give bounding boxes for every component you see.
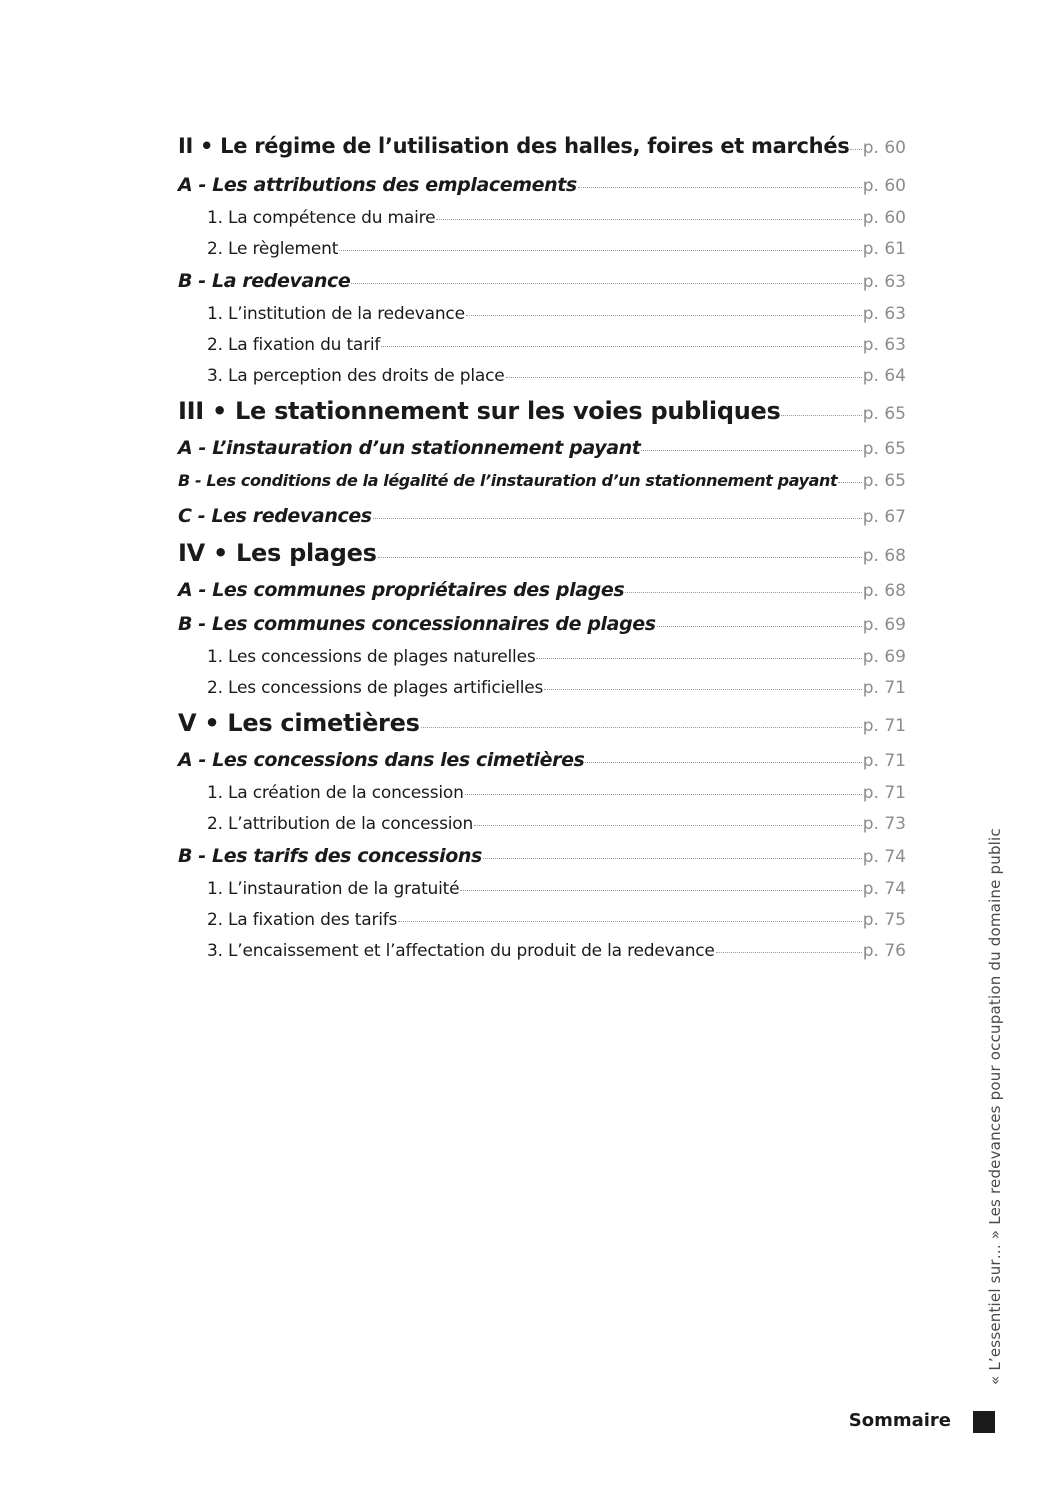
toc-entry-title: 3. L’encaissement et l’affectation du produit de la redevance xyxy=(207,941,715,961)
dot-leader xyxy=(339,250,862,251)
toc-entry-page: p. 69 xyxy=(862,647,906,667)
toc-entry-page: p. 64 xyxy=(862,366,906,386)
toc-entry-level-3 xyxy=(178,304,906,335)
toc-entry-level-1 xyxy=(178,709,906,749)
dot-leader xyxy=(625,592,862,593)
dot-leader xyxy=(506,377,862,378)
toc-entry-page: p. 63 xyxy=(862,304,906,324)
toc-entry-title: 2. La fixation des tarifs xyxy=(207,910,398,930)
dot-leader xyxy=(838,482,861,483)
toc-entry-page: p. 60 xyxy=(862,176,906,196)
toc-entry-title: 1. L’instauration de la gratuité xyxy=(207,879,460,899)
toc-entry-title: 3. La perception des droits de place xyxy=(207,366,505,386)
toc-entry-level-3 xyxy=(178,879,906,910)
toc-entry-level-3 xyxy=(178,239,906,270)
toc-entry-page: p. 63 xyxy=(862,272,906,292)
toc-entry-title: 2. Le règlement xyxy=(207,239,339,259)
dot-leader xyxy=(483,858,862,859)
toc-entry-level-3 xyxy=(178,941,906,972)
toc-entry-level-2 xyxy=(178,613,906,647)
toc-entry-page: p. 75 xyxy=(862,910,906,930)
toc-entry-title: II • Le régime de l’utilisation des halles, foires et marchés xyxy=(178,134,850,158)
dot-leader xyxy=(436,219,861,220)
toc-entry-title: 1. Les concessions de plages naturelles xyxy=(207,647,536,667)
toc-entry-page: p. 61 xyxy=(862,239,906,259)
dot-leader xyxy=(378,557,862,558)
toc-entry-page: p. 65 xyxy=(862,404,906,424)
toc-entry-level-3 xyxy=(178,910,906,941)
dot-leader xyxy=(585,762,861,763)
toc-entry-level-3 xyxy=(178,814,906,845)
dot-leader xyxy=(850,149,861,150)
dot-leader xyxy=(544,689,862,690)
toc-entry-level-2 xyxy=(178,845,906,879)
dot-leader xyxy=(421,727,862,728)
toc-entry-page: p. 68 xyxy=(862,546,906,566)
dot-leader xyxy=(641,450,861,451)
toc-entry-page: p. 76 xyxy=(862,941,906,961)
toc-entry-page: p. 71 xyxy=(862,783,906,803)
toc-entry-page: p. 65 xyxy=(862,439,906,459)
toc-entry-title: 1. La création de la concession xyxy=(207,783,464,803)
toc-entry-title: B - Les tarifs des concessions xyxy=(178,845,482,867)
toc-entry-page: p. 63 xyxy=(862,335,906,355)
toc-entry-page: p. 67 xyxy=(862,507,906,527)
toc-entry-page: p. 68 xyxy=(862,581,906,601)
toc-entry-page: p. 71 xyxy=(862,751,906,771)
table-of-contents xyxy=(178,134,906,972)
toc-entry-title: B - Les conditions de la légalité de l’instauration d’un stationnement payant xyxy=(178,471,838,490)
toc-entry-level-2 xyxy=(178,471,906,505)
toc-entry-level-1 xyxy=(178,134,906,174)
dot-leader xyxy=(657,626,862,627)
dot-leader xyxy=(373,518,862,519)
toc-entry-level-2 xyxy=(178,270,906,304)
dot-leader xyxy=(536,658,861,659)
toc-entry-level-3 xyxy=(178,678,906,709)
toc-entry-title: A - Les attributions des emplacements xyxy=(178,174,577,196)
dot-leader xyxy=(781,415,861,416)
toc-entry-title: 2. L’attribution de la concession xyxy=(207,814,474,834)
toc-entry-title: 2. La fixation du tarif xyxy=(207,335,381,355)
toc-entry-level-2 xyxy=(178,174,906,208)
toc-entry-page: p. 65 xyxy=(862,471,906,491)
dot-leader xyxy=(474,825,862,826)
toc-entry-page: p. 60 xyxy=(862,208,906,228)
toc-entry-level-2 xyxy=(178,437,906,471)
toc-entry-level-3 xyxy=(178,783,906,814)
footer-label: Sommaire xyxy=(848,1410,951,1431)
toc-entry-level-3 xyxy=(178,208,906,239)
dot-leader xyxy=(460,890,861,891)
toc-entry-title: B - La redevance xyxy=(178,270,351,292)
toc-entry-title: V • Les cimetières xyxy=(178,709,420,737)
dot-leader xyxy=(398,921,862,922)
toc-entry-page: p. 73 xyxy=(862,814,906,834)
toc-entry-page: p. 71 xyxy=(862,678,906,698)
toc-entry-title: IV • Les plages xyxy=(178,539,377,567)
toc-entry-title: 1. L’institution de la redevance xyxy=(207,304,465,324)
toc-entry-title: 1. La compétence du maire xyxy=(207,208,436,228)
dot-leader xyxy=(466,315,862,316)
toc-entry-page: p. 69 xyxy=(862,615,906,635)
side-caption: « L’essentiel sur… » Les redevances pour occupation du domaine public xyxy=(986,828,1004,1385)
toc-entry-level-1 xyxy=(178,397,906,437)
toc-entry-title: III • Le stationnement sur les voies publiques xyxy=(178,397,781,425)
toc-entry-level-3 xyxy=(178,647,906,678)
toc-entry-page: p. 74 xyxy=(862,879,906,899)
toc-entry-title: C - Les redevances xyxy=(178,505,372,527)
dot-leader xyxy=(578,187,862,188)
dot-leader xyxy=(381,346,862,347)
toc-entry-page: p. 74 xyxy=(862,847,906,867)
toc-entry-title: A - L’instauration d’un stationnement payant xyxy=(178,437,641,459)
toc-entry-title: 2. Les concessions de plages artificielles xyxy=(207,678,544,698)
dot-leader xyxy=(465,794,862,795)
toc-entry-title: A - Les concessions dans les cimetières xyxy=(178,749,585,771)
dot-leader xyxy=(351,283,861,284)
toc-entry-title: A - Les communes propriétaires des plages xyxy=(178,579,625,601)
toc-entry-level-2 xyxy=(178,749,906,783)
toc-entry-page: p. 71 xyxy=(862,716,906,736)
toc-entry-page: p. 60 xyxy=(862,138,906,158)
toc-entry-title: B - Les communes concessionnaires de plages xyxy=(178,613,656,635)
toc-entry-level-2 xyxy=(178,505,906,539)
toc-entry-level-1 xyxy=(178,539,906,579)
toc-entry-level-3 xyxy=(178,335,906,366)
footer-marker-square xyxy=(973,1411,995,1433)
toc-entry-level-2 xyxy=(178,579,906,613)
dot-leader xyxy=(716,952,862,953)
toc-entry-level-3 xyxy=(178,366,906,397)
